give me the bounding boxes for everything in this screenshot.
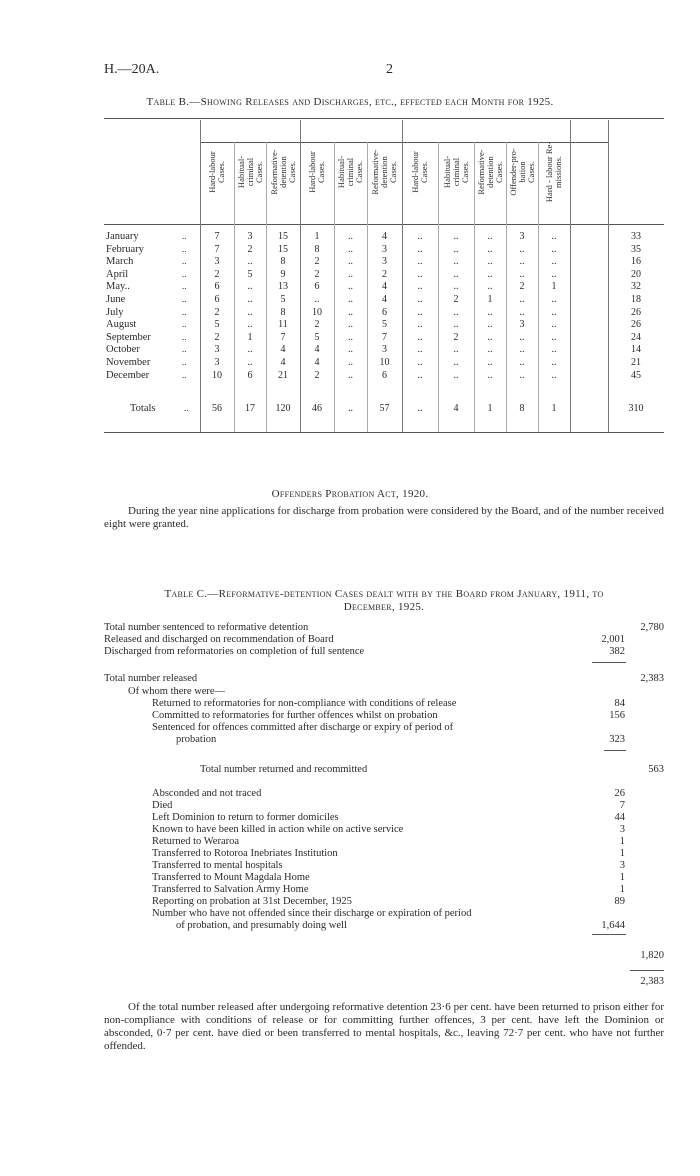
table-cell: 2 [314,319,320,331]
leader-dots: .. [182,306,187,317]
row-total: 18 [631,294,641,305]
table-cell: 5 [214,319,220,331]
table-c-row-label: Known to have been killed in action while on active service [152,824,404,835]
table-cell: 3 [519,319,525,331]
table-cell: 15 [278,243,288,255]
table-c-value-sub: 7 [619,800,625,811]
table-c-value-sub: 1 [619,848,625,859]
table-c-value-total: 2,383 [640,673,664,684]
table-cell: 3 [247,231,253,242]
table-cell: 4 [280,344,286,356]
table-cell: .. [417,256,423,268]
table-cell: .. [453,243,459,255]
page-number: 2 [386,62,393,77]
table-c-value-sub: 323 [609,734,625,745]
column-header [371,124,398,220]
row-total: 21 [631,357,641,368]
table-cell: .. [247,294,253,305]
table-cell: 3 [382,243,387,255]
leader-dots: .. [182,319,187,330]
totals-cell: 57 [379,403,390,414]
table-cell: 5 [382,319,387,331]
column-header-line: Habitual- [235,155,246,189]
table-cell: .. [551,319,557,331]
table-cell: .. [348,256,353,268]
table-cell: .. [487,243,493,255]
table-c-row-label: Left Dominion to return to former domiciles [152,812,339,823]
table-cell: .. [551,331,557,343]
totals-cell: .. [348,403,353,414]
table-cell: 2 [453,331,459,343]
table-cell: 7 [214,243,220,255]
table-cell: .. [417,344,423,356]
table-c-rule [592,662,626,663]
table-cell: 1 [551,281,557,293]
column-header-line: Cases. [253,161,264,183]
table-cell: .. [487,369,493,381]
table-cell: .. [519,306,525,318]
table-cell: 2 [214,268,220,280]
column-header [545,124,563,220]
table-cell: .. [519,256,525,268]
table-cell: .. [417,331,423,343]
table-cell: .. [453,281,459,293]
table-cell: 6 [314,281,320,293]
table-cell: 11 [278,319,288,331]
totals-cell: 4 [453,403,459,414]
table-cell: 4 [314,344,320,356]
table-c-row-label: Returned to reformatories for non-compliance with conditions of release [152,698,457,709]
table-cell: 10 [379,357,390,368]
summary-paragraph: Of the total number released after undergoing reformative detention 23·6 per cent. have been returned to prison either for non-compliance with conditions of release or for committing further offences, 3 per cent. have left the Dominion or absconded, 0·7 per cent. have died or been transferred to mental hospitals, &c., leaving 72·7 per cent. who have not further offended. [104,1001,664,1052]
table-cell: 2 [382,268,387,280]
table-c-row-label: of probation, and presumably doing well [176,920,347,931]
table-cell: .. [487,331,493,343]
table-cell: 2 [214,331,220,343]
column-header-line: Habitual- [441,155,452,189]
table-c-value-sub: 3 [619,860,625,871]
table-cell: 8 [280,306,286,318]
table-cell: .. [348,331,353,343]
table-c-value-sub: 44 [614,812,625,823]
table-c-rule [592,934,626,935]
table-cell: 5 [280,294,286,305]
table-cell: 2 [247,243,253,255]
act-title: Offenders Probation Act, 1920. [271,488,429,500]
table-cell: 9 [280,268,286,280]
leader-dots: .. [184,403,189,413]
table-cell: .. [348,369,353,381]
table-cell: 3 [214,256,220,268]
column-header-line: detention [277,156,288,188]
table-cell: .. [519,294,525,305]
table-cell: 13 [278,281,288,293]
table-c-value-sub: 156 [609,710,625,721]
table-cell: 10 [212,369,222,381]
table-c-value-sub: 3 [619,824,625,835]
leader-dots: .. [182,331,187,342]
row-total: 14 [631,344,641,356]
column-header [337,124,364,220]
table-cell: 2 [453,294,459,305]
table-cell: 3 [519,231,525,242]
table-cell: .. [519,331,525,343]
table-cell: 7 [382,331,387,343]
table-c-value-total: 2,780 [640,622,664,633]
table-cell: .. [453,268,459,280]
row-total: 32 [631,281,641,293]
column-header-line: missions. [553,156,563,188]
row-total: 45 [631,369,641,381]
month-label: October [106,344,140,356]
table-b-title: Table B.—Showing Releases and Discharges, etc., effected each Month for 1925. [146,96,554,108]
table-cell: 2 [314,268,320,280]
table-cell: 21 [278,369,288,381]
column-header-line: Hard-labour [307,151,317,193]
column-header-line: detention [484,156,495,188]
leader-dots: .. [182,281,187,292]
table-c-row-label: Committed to reformatories for further offences whilst on probation [152,710,438,721]
table-cell: .. [417,294,423,305]
row-total: 35 [631,243,641,255]
column-header [411,124,429,220]
table-cell: 4 [382,231,387,242]
table-c-value-sub: 89 [614,896,625,907]
column-header-line: Hard-labour [207,151,217,193]
table-cell: 3 [382,344,387,356]
table-cell: .. [487,319,493,331]
table-cell: 6 [382,369,387,381]
column-header-line: Hard - labour Re- [544,141,554,203]
totals-cell: 8 [519,403,525,414]
table-c-title-line1: Table C.—Reformative-detention Cases dealt with by the Board from January, 1911, to [164,588,604,600]
table-c-title-line2: December, 1925. [343,601,425,613]
table-cell: .. [453,369,459,381]
table-cell: .. [348,319,353,331]
table-c-value-total: 2,383 [640,976,664,987]
totals-cell: 120 [275,403,291,414]
table-cell: 7 [214,231,220,242]
leader-dots: .. [182,357,187,367]
table-b [104,112,664,442]
table-cell: 3 [382,256,387,268]
table-cell: .. [314,294,320,305]
column-header [477,124,504,220]
leader-dots: .. [182,294,187,304]
totals-cell: 1 [487,403,493,414]
table-cell: 6 [214,294,220,305]
column-header-line: Hard-labour [410,151,420,193]
column-header [443,124,470,220]
column-header [270,124,297,220]
column-header [208,124,226,220]
table-cell: .. [487,306,493,318]
totals-cell: .. [417,403,423,414]
table-c-row-label: Released and discharged on recommendation of Board [104,634,334,645]
row-total: 33 [631,231,641,242]
column-header [308,124,326,220]
table-c-value-sub: 382 [609,646,625,657]
table-cell: .. [348,231,353,242]
table-cell: .. [348,268,353,280]
table-cell: .. [348,281,353,293]
table-cell: .. [551,268,557,280]
table-cell: .. [348,344,353,356]
table-cell: .. [453,231,459,242]
totals-cell: 46 [312,403,322,414]
table-cell: .. [453,256,459,268]
column-header-line: criminal [345,157,355,187]
table-cell: 1 [487,294,493,305]
table-rule-head [104,224,664,225]
table-cell: .. [348,357,353,368]
table-cell: .. [519,357,525,368]
column-header-line: Cases. [354,161,364,183]
month-label: June [106,294,126,305]
table-cell: .. [487,281,493,293]
table-cell: 4 [382,281,387,293]
table-cell: .. [417,281,423,293]
column-header-line: Cases. [286,161,297,183]
table-c-value-sub: 1 [619,884,625,895]
table-c-value-sub: 2,001 [601,634,625,645]
table-cell: 2 [519,281,525,293]
column-rule [570,120,571,432]
table-c-row-label: Of whom there were— [128,686,226,697]
table-cell: .. [487,344,493,356]
table-c-row-label: Absconded and not traced [152,788,262,799]
table-c-row-label: Total number returned and recommitted [200,764,368,775]
table-c-value-sub: 84 [614,698,625,709]
column-header-line: Cases. [388,161,398,183]
table-cell: 5 [247,268,253,280]
document-id: H.—20A. [104,62,160,77]
row-total: 26 [631,306,641,318]
month-label: December [106,369,150,381]
table-c-value-total: 1,820 [640,950,664,961]
table-cell: 6 [382,306,387,318]
table-cell: .. [247,281,253,293]
totals-cell: 1 [551,403,557,414]
column-header-line: Cases. [525,161,536,183]
table-c-row-label: Total number sentenced to reformative detention [104,622,309,633]
table-c-value-total: 563 [648,764,664,775]
month-label: April [106,268,129,280]
column-header-line: detention [379,156,389,188]
row-total: 16 [631,256,641,268]
table-c-row-label: Transferred to mental hospitals [152,860,283,871]
table-rule-bottom [104,432,664,433]
table-c-value-sub: 1 [619,872,625,883]
month-label: January [106,231,139,242]
table-cell: .. [247,306,253,318]
table-c-value-sub: 1,644 [601,920,625,931]
table-cell: 4 [280,357,286,368]
table-cell: .. [551,256,557,268]
table-c-row-label: Died [152,800,173,811]
table-cell: 4 [382,294,387,305]
table-cell: 6 [214,281,220,293]
leader-dots: .. [182,344,187,355]
table-c-row-label: Reporting on probation at 31st December, 1925 [152,896,352,907]
table-cell: .. [417,243,423,255]
table-cell: .. [551,344,557,356]
table-rule-top [104,118,664,119]
column-header-line: Reformative- [268,149,279,195]
column-header-line: Cases. [459,161,470,183]
column-header-line: bation [516,161,527,183]
table-c-row-label: Returned to Weraroa [152,836,240,847]
table-cell: 6 [247,369,253,381]
month-label: March [106,256,134,268]
column-header-line: criminal [244,157,255,187]
table-cell: .. [247,357,253,368]
table-c-row-label: Transferred to Mount Magdala Home [152,872,310,883]
totals-label: Totals [130,403,156,414]
table-cell: 4 [314,357,320,368]
table-c-value-sub: 1 [619,836,625,847]
column-header-line: Offender-pro- [507,148,518,196]
table-cell: 10 [312,306,322,318]
column-header-line: Habitual- [336,155,346,189]
totals-cell: 17 [245,403,255,414]
table-c-value-sub: 26 [614,788,625,799]
leader-dots: .. [182,243,187,254]
column-header [237,124,264,220]
table-cell: .. [487,357,493,368]
table-cell: .. [551,357,557,368]
table-cell: 15 [278,231,288,242]
table-cell: 3 [214,357,220,368]
row-total: 26 [631,319,641,331]
month-label: May.. [106,281,130,293]
table-cell: .. [519,369,525,381]
table-cell: 1 [314,231,320,242]
table-cell: 8 [314,243,320,255]
table-c-rule [630,970,664,971]
column-header-line: Reformative- [370,149,380,195]
column-header-line: Cases. [493,161,504,183]
row-total: 24 [631,331,641,343]
month-label: August [106,319,137,331]
table-cell: 2 [314,256,320,268]
month-label: February [106,243,144,255]
totals-cell: 56 [212,403,222,414]
table-cell: 2 [214,306,220,318]
table-cell: .. [551,243,557,255]
table-cell: .. [519,268,525,280]
table-cell: .. [519,243,525,255]
table-c-row-label: Discharged from reformatories on completion of full sentence [104,646,365,657]
table-c-row-label: Sentenced for offences committed after discharge or expiry of period of [152,722,454,733]
table-cell: .. [417,231,423,242]
table-cell: 2 [314,369,320,381]
table-c-rule [604,750,626,751]
table-cell: .. [551,231,557,242]
table-cell: .. [417,369,423,381]
table-c-row-label: probation [176,734,217,745]
table-cell: .. [417,268,423,280]
table-cell: .. [417,319,423,331]
column-header-line: Cases. [216,161,226,183]
table-c-row-label: Number who have not offended since their discharge or expiration of period [152,908,472,919]
table-cell: .. [551,369,557,381]
column-header-line: Cases. [316,161,326,183]
month-label: November [106,357,151,368]
leader-dots: .. [182,231,187,241]
table-cell: .. [519,344,525,356]
table-cell: .. [348,243,353,255]
table-cell: .. [417,357,423,368]
table-cell: .. [247,256,253,268]
grand-total: 310 [628,403,644,414]
table-cell: .. [417,306,423,318]
table-cell: .. [348,306,353,318]
month-label: September [106,331,151,343]
act-paragraph: During the year nine applications for discharge from probation were considered by the Board, and of the number received eight were granted. [104,505,664,530]
table-cell: .. [453,344,459,356]
table-cell: .. [453,306,459,318]
table-cell: .. [453,319,459,331]
column-header-line: Reformative- [475,149,486,195]
column-header-line: criminal [450,157,461,187]
month-label: July [106,306,124,318]
table-cell: 7 [280,331,286,343]
leader-dots: .. [182,369,187,380]
table-cell: .. [348,294,353,305]
table-cell: 1 [247,331,253,343]
leader-dots: .. [182,256,187,267]
row-total: 20 [631,268,641,280]
table-cell: .. [487,231,493,242]
column-header-line: Cases. [419,161,429,183]
table-cell: 3 [214,344,220,356]
table-cell: .. [247,344,253,356]
table-c-row-label: Transferred to Rotoroa Inebriates Institution [152,848,338,859]
leader-dots: .. [182,268,187,279]
table-cell: .. [487,268,493,280]
table-c-title [104,588,664,614]
table-cell: .. [551,294,557,305]
table-cell: .. [551,306,557,318]
table-cell: 8 [280,256,286,268]
table-c-row-label: Total number released [104,673,198,684]
table-cell: .. [487,256,493,268]
column-header [509,124,536,220]
table-cell: 5 [314,331,320,343]
table-c-row-label: Transferred to Salvation Army Home [152,884,309,895]
table-cell: .. [247,319,253,331]
table-cell: .. [453,357,459,368]
